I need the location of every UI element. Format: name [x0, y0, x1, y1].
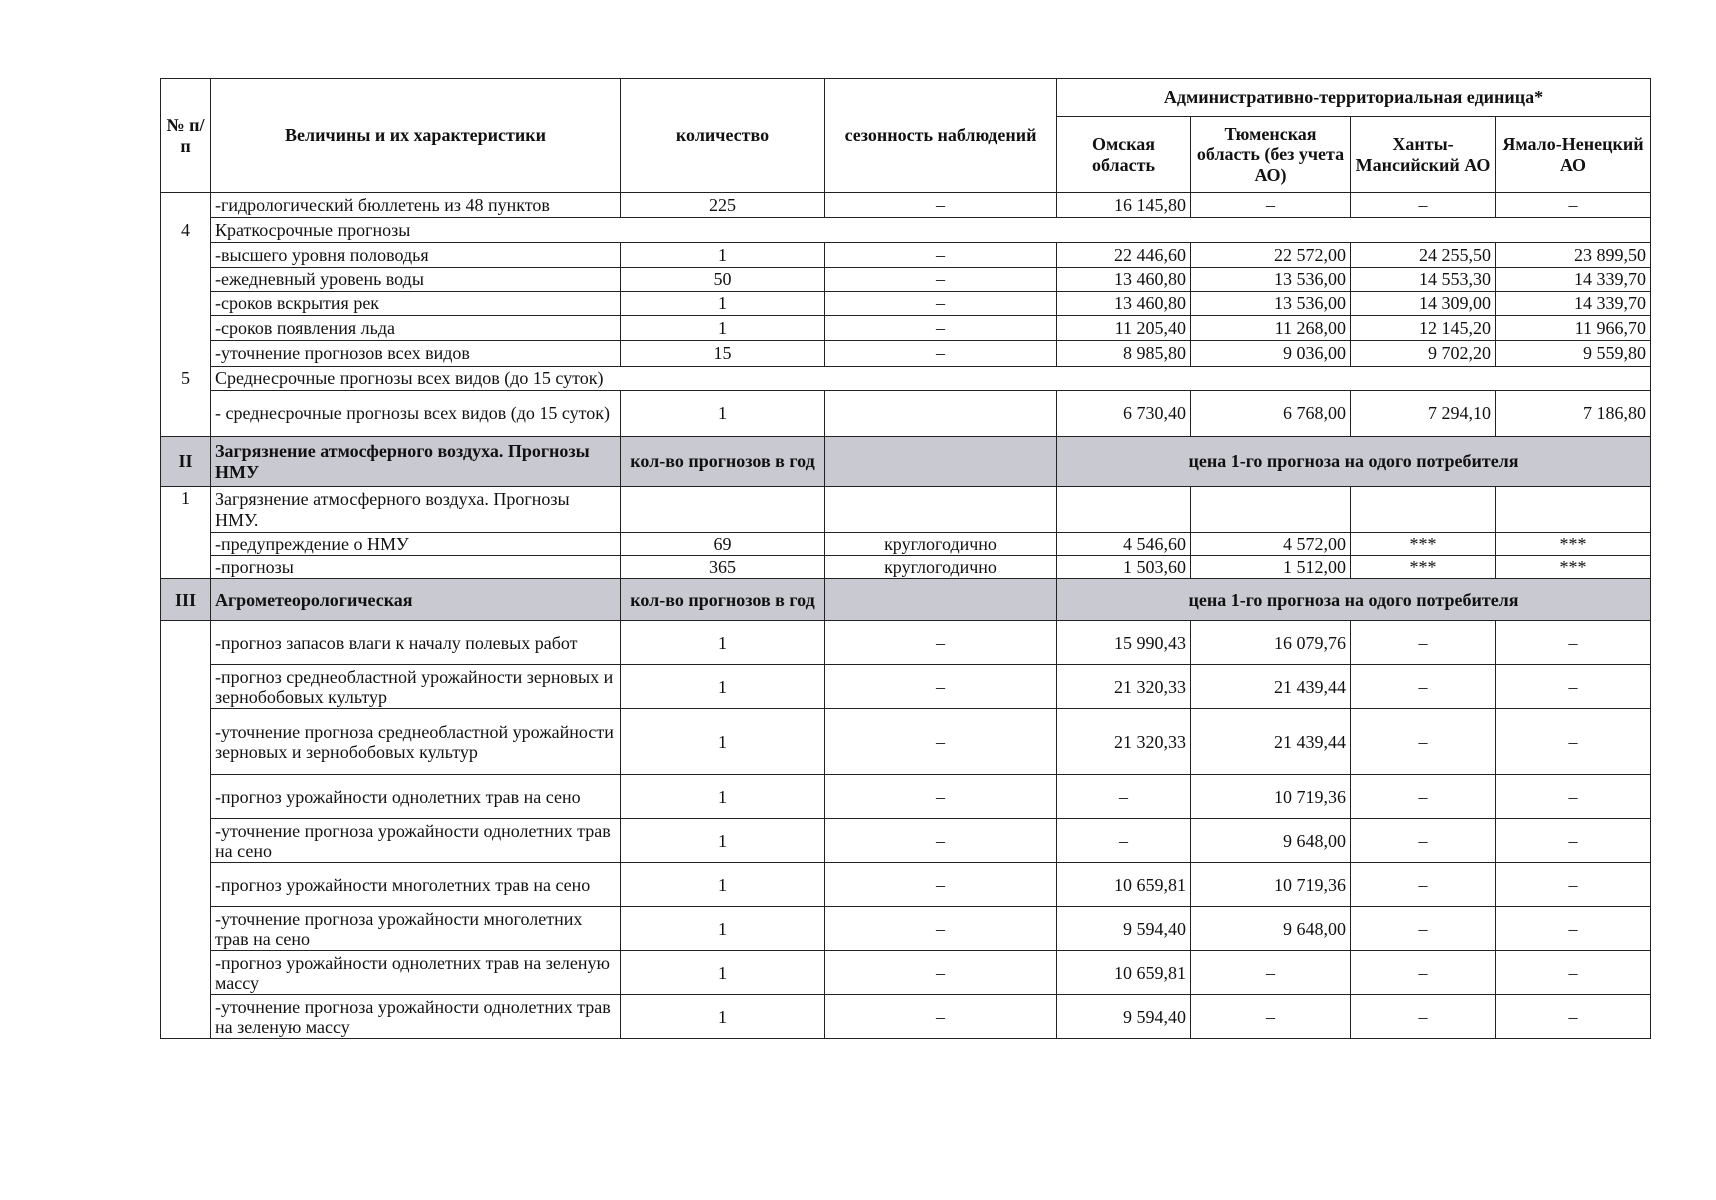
- value-yanao: –: [1496, 819, 1651, 863]
- value-yanao: –: [1496, 863, 1651, 907]
- row-qty: 1: [621, 243, 825, 268]
- value-khmao: –: [1351, 907, 1496, 951]
- value-yanao: 9 559,80: [1496, 341, 1651, 367]
- row-qty: 15: [621, 341, 825, 367]
- value-yanao: –: [1496, 665, 1651, 709]
- value-yanao: –: [1496, 951, 1651, 995]
- subsection-num: 1: [161, 487, 211, 533]
- row-name: -уточнение прогнозов всех видов: [211, 341, 621, 367]
- row-season: [825, 391, 1057, 437]
- value-khmao: –: [1351, 775, 1496, 819]
- value-omsk: 13 460,80: [1057, 292, 1191, 316]
- row-name: -уточнение прогноза среднеобластной урожайности зерновых и зернобобовых культур: [211, 709, 621, 775]
- value-tyumen: –: [1191, 951, 1351, 995]
- value-omsk: 11 205,40: [1057, 316, 1191, 341]
- header-yanao: Ямало-Ненецкий АО: [1496, 117, 1651, 193]
- row-qty: 1: [621, 391, 825, 437]
- row-qty: 365: [621, 556, 825, 579]
- row-name: -прогнозы: [211, 556, 621, 579]
- value-yanao: –: [1496, 907, 1651, 951]
- value-khmao: –: [1351, 621, 1496, 665]
- value-omsk: 1 503,60: [1057, 556, 1191, 579]
- value-khmao: –: [1351, 995, 1496, 1039]
- table-row: [161, 391, 1651, 437]
- value-yanao: –: [1496, 775, 1651, 819]
- section-row: [161, 367, 1651, 391]
- value-omsk: –: [1057, 775, 1191, 819]
- value-tyumen: 9 648,00: [1191, 907, 1351, 951]
- row-season: –: [825, 775, 1057, 819]
- section-qty-label: кол-во прогнозов в год: [621, 579, 825, 621]
- value-omsk: –: [1057, 819, 1191, 863]
- value-khmao: 9 702,20: [1351, 341, 1496, 367]
- value-omsk: 22 446,60: [1057, 243, 1191, 268]
- agro-rows: [161, 621, 1651, 1039]
- row-name: -сроков появления льда: [211, 316, 621, 341]
- row-name: -гидрологический бюллетень из 48 пунктов: [211, 193, 621, 218]
- value-yanao: ***: [1496, 556, 1651, 579]
- row-season: –: [825, 819, 1057, 863]
- table-row: [161, 819, 1651, 863]
- row-qty: 1: [621, 621, 825, 665]
- section-num: 4: [161, 218, 211, 243]
- row-name: -прогноз урожайности однолетних трав на сено: [211, 775, 621, 819]
- row-name: - среднесрочные прогнозы всех видов (до 15 суток): [211, 391, 621, 437]
- row-season: –: [825, 621, 1057, 665]
- value-yanao: 7 186,80: [1496, 391, 1651, 437]
- section-header-row: [161, 579, 1651, 621]
- table-row: [161, 951, 1651, 995]
- value-yanao: –: [1496, 621, 1651, 665]
- header-qty: количество: [621, 79, 825, 193]
- value-khmao: 12 145,20: [1351, 316, 1496, 341]
- table-row: [161, 243, 1651, 268]
- section-price-label: цена 1-го прогноза на одого потребителя: [1057, 579, 1651, 621]
- value-tyumen: 22 572,00: [1191, 243, 1351, 268]
- row-qty: 1: [621, 665, 825, 709]
- table-row: [161, 621, 1651, 665]
- row-season: –: [825, 292, 1057, 316]
- table-row: [161, 556, 1651, 579]
- table-row: [161, 709, 1651, 775]
- value-omsk: 10 659,81: [1057, 863, 1191, 907]
- row-qty: 1: [621, 995, 825, 1039]
- section-title: Краткосрочные прогнозы: [211, 218, 1651, 243]
- row-name: -уточнение прогноза урожайности однолетних трав на зеленую массу: [211, 995, 621, 1039]
- header-row-1: [161, 79, 1651, 117]
- row-qty: 1: [621, 709, 825, 775]
- row-qty: 1: [621, 951, 825, 995]
- value-tyumen: 4 572,00: [1191, 533, 1351, 556]
- value-khmao: 24 255,50: [1351, 243, 1496, 268]
- subsection-row: [161, 487, 1651, 533]
- row-qty: 1: [621, 316, 825, 341]
- value-yanao: –: [1496, 995, 1651, 1039]
- row-name: -уточнение прогноза урожайности однолетних трав на сено: [211, 819, 621, 863]
- section-row: [161, 218, 1651, 243]
- section-num: 5: [161, 367, 211, 391]
- value-omsk: 16 145,80: [1057, 193, 1191, 218]
- value-khmao: 7 294,10: [1351, 391, 1496, 437]
- value-omsk: 10 659,81: [1057, 951, 1191, 995]
- section-title: Агрометеорологическая: [211, 579, 621, 621]
- row-season: –: [825, 243, 1057, 268]
- row-qty: 1: [621, 863, 825, 907]
- subsection-title: Загрязнение атмосферного воздуха. Прогнозы НМУ.: [211, 487, 621, 533]
- section-price-label: цена 1-го прогноза на одого потребителя: [1057, 437, 1651, 487]
- header-khmao: Ханты-Мансийский АО: [1351, 117, 1496, 193]
- row-season: –: [825, 951, 1057, 995]
- table-row: [161, 995, 1651, 1039]
- value-khmao: ***: [1351, 533, 1496, 556]
- row-season: –: [825, 193, 1057, 218]
- value-yanao: –: [1496, 193, 1651, 218]
- value-tyumen: 13 536,00: [1191, 292, 1351, 316]
- row-season: круглогодично: [825, 556, 1057, 579]
- table-row: [161, 907, 1651, 951]
- table-row: [161, 292, 1651, 316]
- row-name: -прогноз запасов влаги к началу полевых работ: [211, 621, 621, 665]
- value-khmao: 14 553,30: [1351, 268, 1496, 292]
- value-khmao: –: [1351, 193, 1496, 218]
- table-row: [161, 775, 1651, 819]
- value-khmao: ***: [1351, 556, 1496, 579]
- row-qty: 50: [621, 268, 825, 292]
- header-admin-unit: Административно-территориальная единица*: [1057, 79, 1651, 117]
- value-tyumen: 9 036,00: [1191, 341, 1351, 367]
- header-tyumen: Тюменская область (без учета АО): [1191, 117, 1351, 193]
- table-row: [161, 193, 1651, 218]
- value-tyumen: –: [1191, 193, 1351, 218]
- value-khmao: –: [1351, 863, 1496, 907]
- value-khmao: –: [1351, 665, 1496, 709]
- value-tyumen: 16 079,76: [1191, 621, 1351, 665]
- row-name: -прогноз урожайности многолетних трав на сено: [211, 863, 621, 907]
- value-tyumen: 1 512,00: [1191, 556, 1351, 579]
- table-row: [161, 863, 1651, 907]
- row-season: –: [825, 907, 1057, 951]
- value-tyumen: 21 439,44: [1191, 709, 1351, 775]
- value-yanao: 11 966,70: [1496, 316, 1651, 341]
- row-qty: 1: [621, 292, 825, 316]
- row-season: –: [825, 709, 1057, 775]
- row-season: –: [825, 863, 1057, 907]
- row-qty: 1: [621, 907, 825, 951]
- section-num: III: [161, 579, 211, 621]
- row-name: -ежедневный уровень воды: [211, 268, 621, 292]
- value-tyumen: 6 768,00: [1191, 391, 1351, 437]
- row-qty: 69: [621, 533, 825, 556]
- table-row: [161, 665, 1651, 709]
- value-yanao: 14 339,70: [1496, 292, 1651, 316]
- value-omsk: 6 730,40: [1057, 391, 1191, 437]
- value-khmao: –: [1351, 709, 1496, 775]
- row-name: -предупреждение о НМУ: [211, 533, 621, 556]
- value-khmao: –: [1351, 819, 1496, 863]
- value-omsk: 13 460,80: [1057, 268, 1191, 292]
- tariff-table: [160, 78, 1651, 1039]
- value-yanao: 14 339,70: [1496, 268, 1651, 292]
- row-qty: 225: [621, 193, 825, 218]
- row-qty: 1: [621, 775, 825, 819]
- value-omsk: 9 594,40: [1057, 995, 1191, 1039]
- section-qty-label: кол-во прогнозов в год: [621, 437, 825, 487]
- row-name: -высшего уровня половодья: [211, 243, 621, 268]
- header-name: Величины и их характеристики: [211, 79, 621, 193]
- value-omsk: 21 320,33: [1057, 665, 1191, 709]
- section-header-row: [161, 437, 1651, 487]
- table-row: [161, 341, 1651, 367]
- value-yanao: –: [1496, 709, 1651, 775]
- row-season: –: [825, 995, 1057, 1039]
- row-name: -прогноз урожайности однолетних трав на зеленую массу: [211, 951, 621, 995]
- section-title: Загрязнение атмосферного воздуха. Прогнозы НМУ: [211, 437, 621, 487]
- row-season: –: [825, 268, 1057, 292]
- value-tyumen: 9 648,00: [1191, 819, 1351, 863]
- value-tyumen: 21 439,44: [1191, 665, 1351, 709]
- value-yanao: ***: [1496, 533, 1651, 556]
- row-name: -сроков вскрытия рек: [211, 292, 621, 316]
- row-season: –: [825, 341, 1057, 367]
- value-tyumen: 11 268,00: [1191, 316, 1351, 341]
- value-khmao: –: [1351, 951, 1496, 995]
- value-tyumen: 10 719,36: [1191, 863, 1351, 907]
- section-num: II: [161, 437, 211, 487]
- table-row: [161, 268, 1651, 292]
- row-season: –: [825, 665, 1057, 709]
- header-season: сезонность наблюдений: [825, 79, 1057, 193]
- value-tyumen: –: [1191, 995, 1351, 1039]
- row-season: –: [825, 316, 1057, 341]
- value-omsk: 15 990,43: [1057, 621, 1191, 665]
- row-season: круглогодично: [825, 533, 1057, 556]
- value-omsk: 4 546,60: [1057, 533, 1191, 556]
- value-omsk: 8 985,80: [1057, 341, 1191, 367]
- value-khmao: 14 309,00: [1351, 292, 1496, 316]
- row-name: -прогноз среднеобластной урожайности зерновых и зернобобовых культур: [211, 665, 621, 709]
- table-row: [161, 533, 1651, 556]
- value-yanao: 23 899,50: [1496, 243, 1651, 268]
- table-row: [161, 316, 1651, 341]
- row-num: [161, 193, 211, 218]
- section-title: Среднесрочные прогнозы всех видов (до 15 суток): [211, 367, 1651, 391]
- header-num: № п/п: [161, 79, 211, 193]
- value-tyumen: 13 536,00: [1191, 268, 1351, 292]
- row-name: -уточнение прогноза урожайности многолетних трав на сено: [211, 907, 621, 951]
- value-omsk: 21 320,33: [1057, 709, 1191, 775]
- value-omsk: 9 594,40: [1057, 907, 1191, 951]
- header-omsk: Омская область: [1057, 117, 1191, 193]
- row-qty: 1: [621, 819, 825, 863]
- value-tyumen: 10 719,36: [1191, 775, 1351, 819]
